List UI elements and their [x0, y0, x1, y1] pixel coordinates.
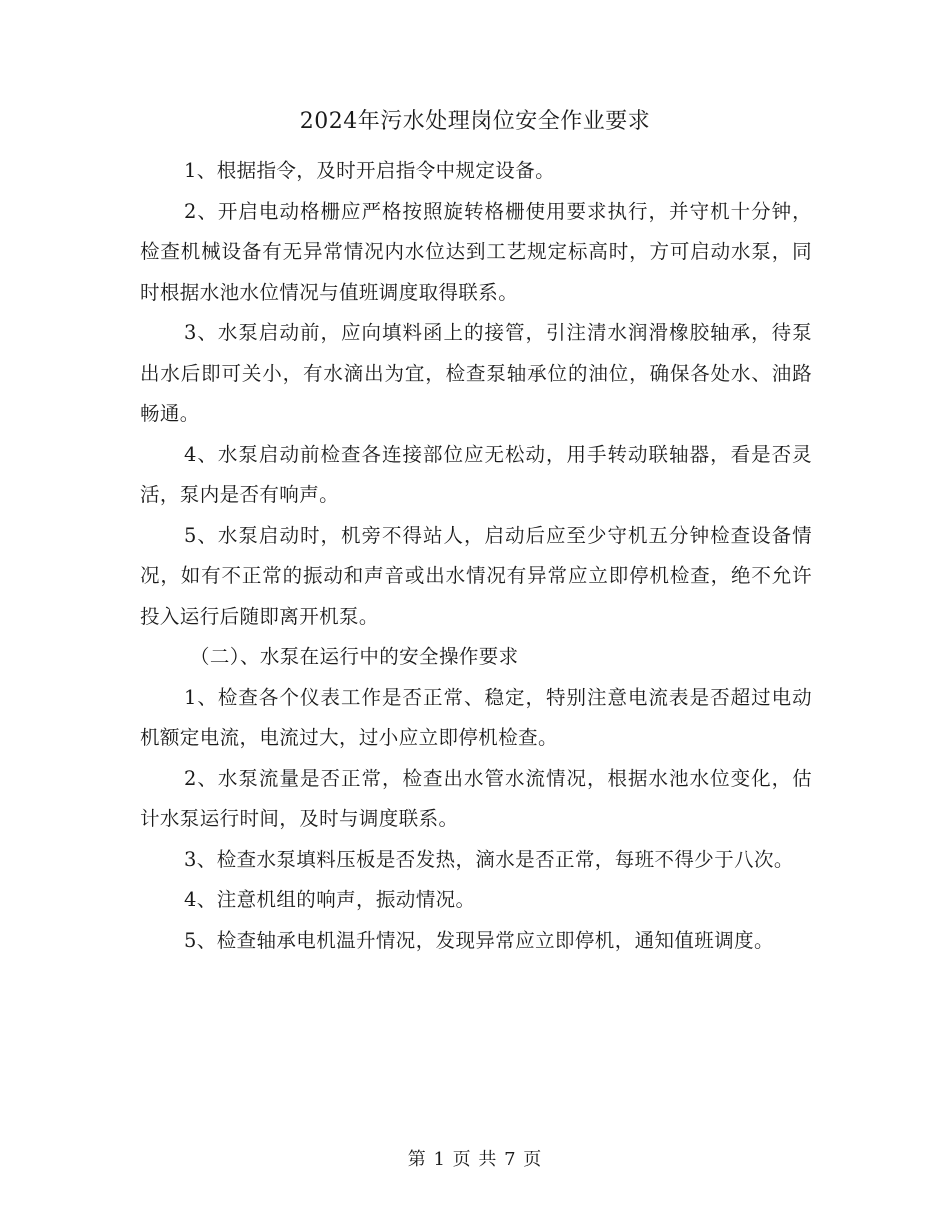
page-footer: 第 1 页 共 7 页 [407, 1149, 543, 1170]
document-body [140, 151, 812, 961]
paragraph-1: 1、根据指令，及时开启指令中规定设备。 [184, 159, 556, 182]
paragraph-8: 3、检查水泵填料压板是否发热，滴水是否正常，每班不得少于八次。 [184, 847, 794, 871]
paragraph-3: 3、水泵启动前，应向填料函上的接管，引注清水润滑橡胶轴承，待泵出水后即可关小，有水滴出为宜，检查泵轴承位的油位，确保各处水、油路畅通。 [140, 321, 812, 425]
paragraph-2: 2、开启电动格栅应严格按照旋转格栅使用要求执行，并守机十分钟，检查机械设备有无异常情况内水位达到工艺规定标高时，方可启动水泵，同时根据水池水位情况与值班调度取得联系。 [140, 199, 812, 304]
paragraph-9: 4、注意机组的响声，振动情况。 [184, 888, 476, 911]
section-heading: （二）、水泵在运行中的安全操作要求 [190, 645, 519, 668]
paragraph-4: 4、水泵启动前检查各连接部位应无松动，用手转动联轴器，看是否灵活，泵内是否有响声。 [140, 442, 812, 506]
paragraph-10: 5、检查轴承电机温升情况，发现异常应立即停机，通知值班调度。 [184, 928, 774, 952]
paragraph-5: 5、水泵启动时，机旁不得站人，启动后应至少守机五分钟检查设备情况，如有不正常的振动和声音或出水情况有异常应立即停机检查，绝不允许投入运行后随即离开机泵。 [140, 523, 812, 628]
paragraph-6: 1、检查各个仪表工作是否正常、稳定，特别注意电流表是否超过电动机额定电流，电流过大，过小应立即停机检查。 [140, 685, 812, 749]
document-title: 2024年污水处理岗位安全作业要求 [299, 109, 651, 134]
paragraph-7: 2、水泵流量是否正常，检查出水管水流情况，根据水池水位变化，估计水泵运行时间，及时与调度联系。 [140, 766, 812, 830]
